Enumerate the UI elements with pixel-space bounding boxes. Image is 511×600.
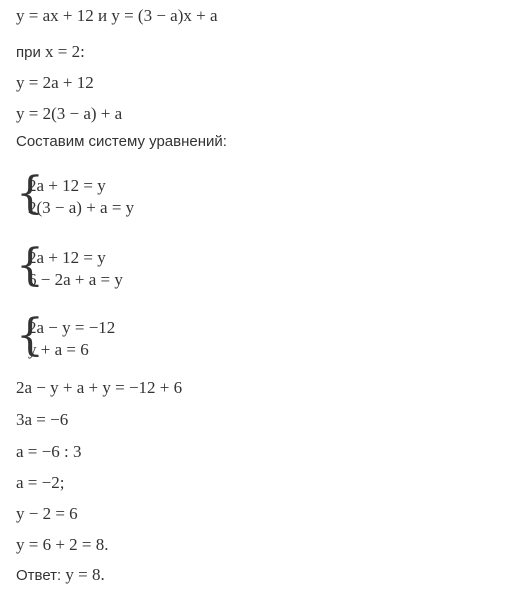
equation-substituted-1: y = 2a + 12 [16, 73, 94, 92]
equation-substituted-2: y = 2(3 − a) + a [16, 104, 123, 123]
system-brace: { [16, 240, 44, 291]
equation-functions: y = ax + 12 и y = (3 − a)x + a [16, 6, 218, 25]
system-1-row-2: 2(3 − a) + a = y [28, 198, 135, 217]
equation-a-value: a = −2; [16, 473, 65, 492]
equation-3a: 3a = −6 [16, 410, 69, 429]
equation-a-division: a = −6 : 3 [16, 442, 82, 461]
condition-prefix: при [16, 44, 46, 61]
condition-line [16, 42, 85, 63]
system-brace: { [16, 310, 44, 361]
condition-math: x = 2: [45, 42, 85, 61]
system-3-row-1: 2a − y = −12 [28, 318, 116, 337]
system-intro-text: Составим систему уравнений: [16, 133, 227, 150]
equation-sum: 2a − y + a + y = −12 + 6 [16, 378, 183, 397]
system-brace: { [16, 168, 44, 219]
answer-math: y = 8. [65, 565, 105, 584]
answer-line [16, 565, 105, 586]
answer-prefix: Ответ: [16, 567, 66, 584]
system-2-row-2: 6 − 2a + a = y [28, 270, 123, 289]
equation-y-value: y = 6 + 2 = 8. [16, 535, 109, 554]
system-2-row-1: 2a + 12 = y [28, 248, 106, 267]
system-1-row-1: 2a + 12 = y [28, 176, 106, 195]
equation-y-minus-2: y − 2 = 6 [16, 504, 78, 523]
system-3-row-2: y + a = 6 [28, 340, 89, 359]
